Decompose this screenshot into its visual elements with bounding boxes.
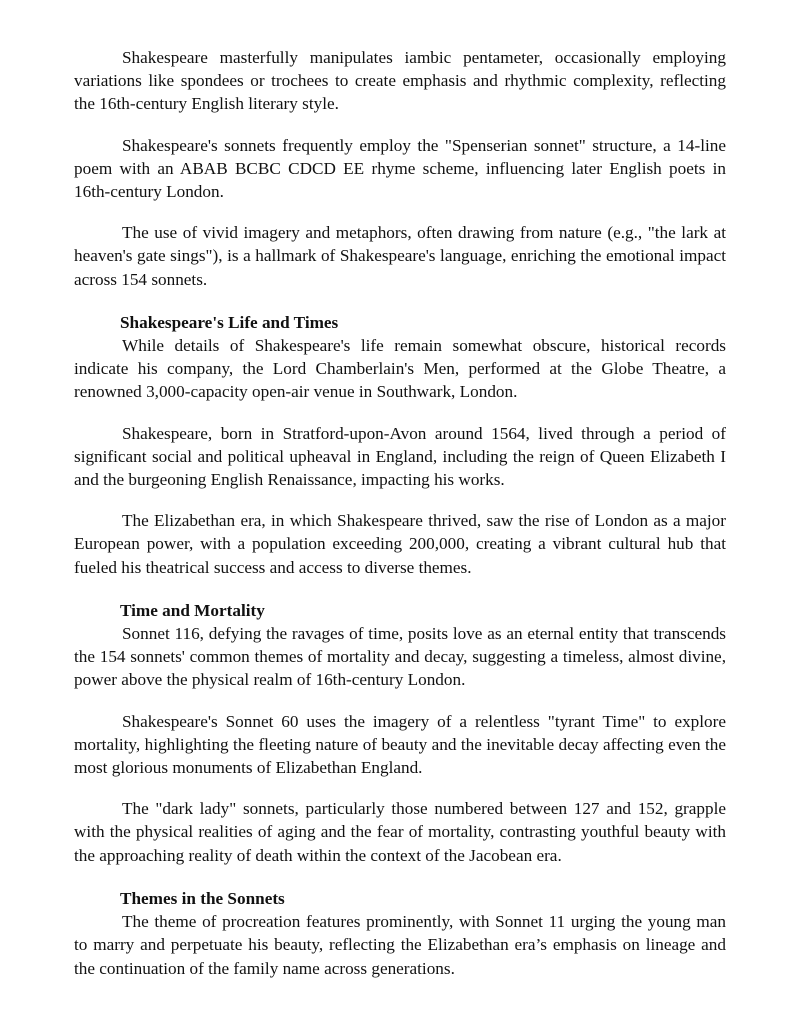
section-time-and-mortality xyxy=(74,599,726,867)
document-body xyxy=(74,46,726,998)
intro-paragraph-1: Shakespeare masterfully manipulates iambic pentameter, occasionally employing variations like spondees or trochees to create emphasis and rhythmic complexity, reflecting the 16th-century English literary style. xyxy=(74,48,726,114)
section-heading: Themes in the Sonnets xyxy=(120,888,285,908)
section-paragraph: While details of Shakespeare's life remain somewhat obscure, historical records indicate his company, the Lord Chamberlain's Men, performed at the Globe Theatre, a renowned 3,000-capacity open-air venue in Southwark, London. xyxy=(74,336,726,402)
section-paragraph: Shakespeare, born in Stratford-upon-Avon around 1564, lived through a period of significant social and political upheaval in England, including the reign of Queen Elizabeth I and the burgeoning English Renaissance, impacting his works. xyxy=(74,423,726,490)
intro-paragraph-3: The use of vivid imagery and metaphors, often drawing from nature (e.g., "the lark at heaven's gate sings"), is a hallmark of Shakespeare's language, enriching the emotional impact across 154 sonnets. xyxy=(74,223,726,289)
section-heading: Shakespeare's Life and Times xyxy=(120,312,339,332)
section-paragraph: The Elizabethan era, in which Shakespeare thrived, saw the rise of London as a major European power, with a population exceeding 200,000, creating a vibrant cultural hub that fueled his theatrical success and access to diverse themes. xyxy=(74,511,726,577)
section-paragraph: The theme of procreation features prominently, with Sonnet 11 urging the young man to marry and perpetuate his beauty, reflecting the Elizabethan era’s emphasis on lineage and the continuation of the family name across generations. xyxy=(74,912,726,978)
section-life-and-times xyxy=(74,311,726,579)
section-paragraph: Shakespeare's Sonnet 60 uses the imagery of a relentless "tyrant Time" to explore mortality, highlighting the fleeting nature of beauty and the inevitable decay affecting even the most glorious monuments of Elizabethan England. xyxy=(74,711,726,778)
section-heading: Time and Mortality xyxy=(120,600,265,620)
section-paragraph: The "dark lady" sonnets, particularly those numbered between 127 and 152, grapple with the physical realities of aging and the fear of mortality, contrasting youthful beauty with the approaching reality of death within the context of the Jacobean era. xyxy=(74,799,726,865)
section-paragraph: Sonnet 116, defying the ravages of time, posits love as an eternal entity that transcends the 154 sonnets' common themes of mortality and decay, suggesting a timeless, almost divine, power above the physical realm of 16th-century London. xyxy=(74,624,726,690)
section-themes-in-the-sonnets xyxy=(74,887,726,980)
intro-paragraph-2: Shakespeare's sonnets frequently employ the "Spenserian sonnet" structure, a 14-line poem with an ABAB BCBC CDCD EE rhyme scheme, influencing later English poets in 16th-century London. xyxy=(74,135,726,202)
